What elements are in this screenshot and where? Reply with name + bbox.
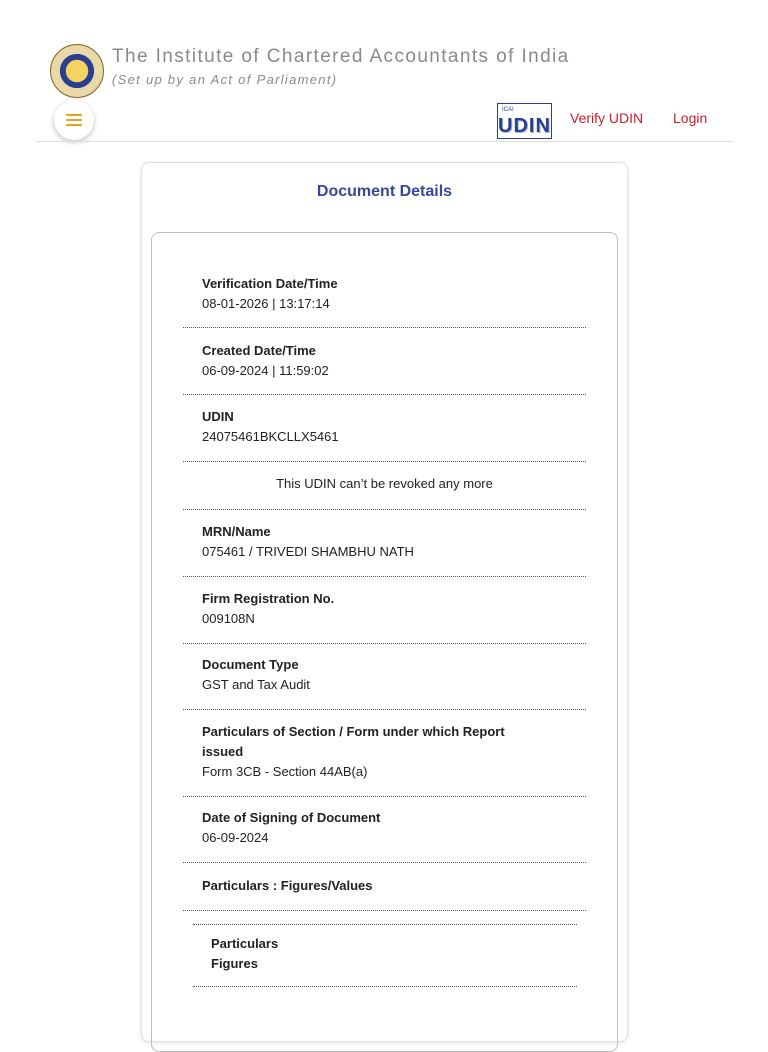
udin-logo-small-text: ICAI xyxy=(502,107,514,113)
field-value: 009108N xyxy=(202,611,255,626)
divider xyxy=(193,986,577,987)
divider xyxy=(183,327,586,328)
hamburger-icon xyxy=(66,114,82,126)
field-firm-registration xyxy=(202,589,587,628)
verify-udin-link[interactable]: Verify UDIN xyxy=(570,110,644,126)
field-label: MRN/Name xyxy=(202,524,271,539)
card-title: Document Details xyxy=(316,183,453,200)
field-created-datetime xyxy=(202,341,587,380)
field-label: Particulars : Figures/Values xyxy=(202,878,373,893)
divider xyxy=(183,394,586,395)
field-value: Form 3CB - Section 44AB(a) xyxy=(202,764,368,779)
field-particulars-section xyxy=(202,722,542,781)
field-document-type xyxy=(202,655,587,694)
field-value: GST and Tax Audit xyxy=(202,677,310,692)
divider xyxy=(183,509,586,510)
field-value: 24075461BKCLLX5461 xyxy=(202,429,339,444)
field-date-of-signing xyxy=(202,808,587,847)
divider xyxy=(193,924,577,925)
field-value: 075461 / TRIVEDI SHAMBHU NATH xyxy=(202,544,414,559)
org-subtitle: (Set up by an Act of Parliament) xyxy=(112,72,338,87)
divider xyxy=(183,576,586,577)
field-label: Particulars of Section / Form under which Report issued xyxy=(202,724,505,759)
field-mrn-name xyxy=(202,522,587,561)
divider xyxy=(183,461,586,462)
field-label: Date of Signing of Document xyxy=(202,810,381,825)
udin-logo[interactable] xyxy=(497,103,552,139)
org-title: The Institute of Chartered Accountants of India xyxy=(112,46,570,67)
icai-emblem-logo[interactable] xyxy=(50,44,104,98)
field-label: Document Type xyxy=(202,657,299,672)
divider xyxy=(183,643,586,644)
divider xyxy=(183,796,586,797)
divider xyxy=(183,862,586,863)
field-value: 06-09-2024 xyxy=(202,830,269,845)
divider xyxy=(183,910,586,911)
login-link[interactable]: Login xyxy=(673,110,708,126)
udin-logo-text: UDIN xyxy=(498,115,551,137)
site-header xyxy=(0,0,768,142)
header-divider xyxy=(36,141,733,142)
field-label: UDIN xyxy=(202,409,234,424)
field-verification-datetime xyxy=(202,274,587,313)
divider xyxy=(183,709,586,710)
field-udin xyxy=(202,407,587,446)
revocation-notice: This UDIN can’t be revoked any more xyxy=(276,476,493,491)
field-label: Verification Date/Time xyxy=(202,276,338,291)
field-particulars-figures xyxy=(202,876,587,896)
menu-button[interactable] xyxy=(54,100,94,140)
field-label: Created Date/Time xyxy=(202,343,316,358)
sub-label-particulars: Particulars xyxy=(211,936,279,951)
field-value: 08-01-2026 | 13:17:14 xyxy=(202,296,330,311)
field-label: Firm Registration No. xyxy=(202,591,335,606)
field-value: 06-09-2024 | 11:59:02 xyxy=(202,363,329,378)
sub-label-figures: Figures xyxy=(211,956,258,971)
